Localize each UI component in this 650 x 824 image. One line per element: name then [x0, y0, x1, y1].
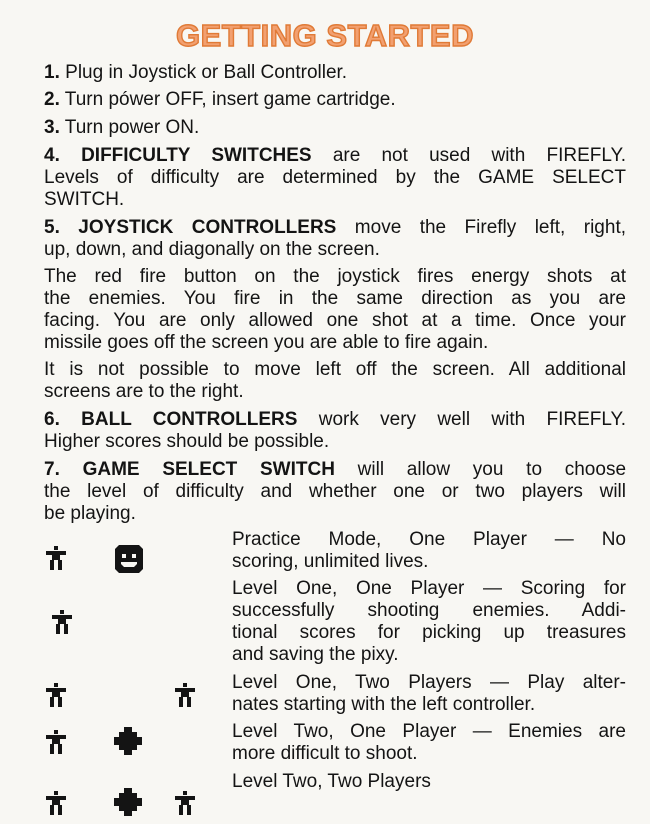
- step-text: Turn pówer OFF, insert game cartridge.: [64, 89, 396, 110]
- step-heading: DIFFICULTY SWITCHES: [81, 145, 312, 166]
- step-text: move the Firefly left, right,: [354, 217, 626, 238]
- step-4-line-1: [44, 144, 626, 167]
- player-icon: [46, 683, 66, 707]
- mode-1-line: Practice Mode, One Player — No: [232, 529, 626, 550]
- player-icon: [46, 791, 66, 815]
- step-1: [44, 61, 626, 84]
- step-7-line-2: the level of difficulty and whether one or two players will: [44, 481, 626, 502]
- step-6-line-2: Higher scores should be possible.: [44, 431, 330, 452]
- step-heading: GAME SELECT SWITCH: [82, 459, 335, 480]
- step-number: 4.: [44, 145, 60, 166]
- step-number: 5.: [44, 217, 60, 238]
- mode-3-line: Level One, Two Players — Play alter-: [232, 672, 626, 693]
- step-6-line-1: [44, 408, 626, 431]
- player-icon: [52, 610, 72, 634]
- screens-paragraph-line: screens are to the right.: [44, 381, 244, 402]
- step-7-line-3: be playing.: [44, 503, 136, 524]
- step-heading: JOYSTICK CONTROLLERS: [78, 217, 337, 238]
- step-text: Turn power ON.: [64, 117, 200, 138]
- step-number: 6.: [44, 409, 60, 430]
- step-text: are not used with FIREFLY.: [332, 145, 627, 166]
- fire-paragraph-line: the enemies. You fire in the same direction as you are: [44, 288, 626, 309]
- mode-5-line: Level Two, Two Players: [232, 771, 431, 792]
- player-icon: [175, 791, 195, 815]
- mode-4-line: more difficult to shoot.: [232, 743, 418, 764]
- mode-2-line: tional scores for picking up treasures: [232, 622, 626, 643]
- player-icon: [175, 683, 195, 707]
- step-number: 2.: [44, 89, 60, 110]
- diamond-icon: [114, 727, 142, 755]
- step-3: [44, 116, 626, 139]
- step-7-line-1: [44, 458, 626, 481]
- step-heading: BALL CONTROLLERS: [81, 409, 298, 430]
- player-icon: [46, 546, 66, 570]
- step-number: 3.: [44, 117, 60, 138]
- smiley-enemy-icon: [115, 545, 143, 573]
- step-5-line-2: up, down, and diagonally on the screen.: [44, 239, 380, 260]
- step-text: work very well with FIREFLY.: [318, 409, 627, 430]
- mode-4-line: Level Two, One Player — Enemies are: [232, 721, 626, 742]
- mode-2-line: Level One, One Player — Scoring for: [232, 578, 626, 599]
- diamond-icon: [114, 788, 142, 816]
- step-4-line-2: Levels of difficulty are determined by the GAME SELECT: [44, 167, 626, 188]
- step-text: will allow you to choose: [357, 459, 627, 480]
- mode-3-line: nates starting with the left controller.: [232, 694, 536, 715]
- player-icon: [46, 730, 66, 754]
- page-title: GETTING STARTED: [176, 18, 474, 53]
- step-2: [44, 88, 626, 111]
- step-5-line-1: [44, 216, 626, 239]
- step-4-line-3: SWITCH.: [44, 189, 125, 210]
- step-text: Plug in Joystick or Ball Controller.: [65, 62, 348, 83]
- step-number: 7.: [44, 459, 60, 480]
- fire-paragraph-line: The red fire button on the joystick fires energy shots at: [44, 266, 626, 287]
- fire-paragraph-line: missile goes off the screen you are able to fire again.: [44, 332, 489, 353]
- mode-1-line: scoring, unlimited lives.: [232, 551, 429, 572]
- step-number: 1.: [44, 62, 60, 83]
- mode-2-line: and saving the pixy.: [232, 644, 399, 665]
- fire-paragraph-line: facing. You are only allowed one shot at a time. Once your: [44, 310, 626, 331]
- mode-2-line: successfully shooting enemies. Addi-: [232, 600, 626, 621]
- screens-paragraph-line: It is not possible to move left off the screen. All additional: [44, 359, 626, 380]
